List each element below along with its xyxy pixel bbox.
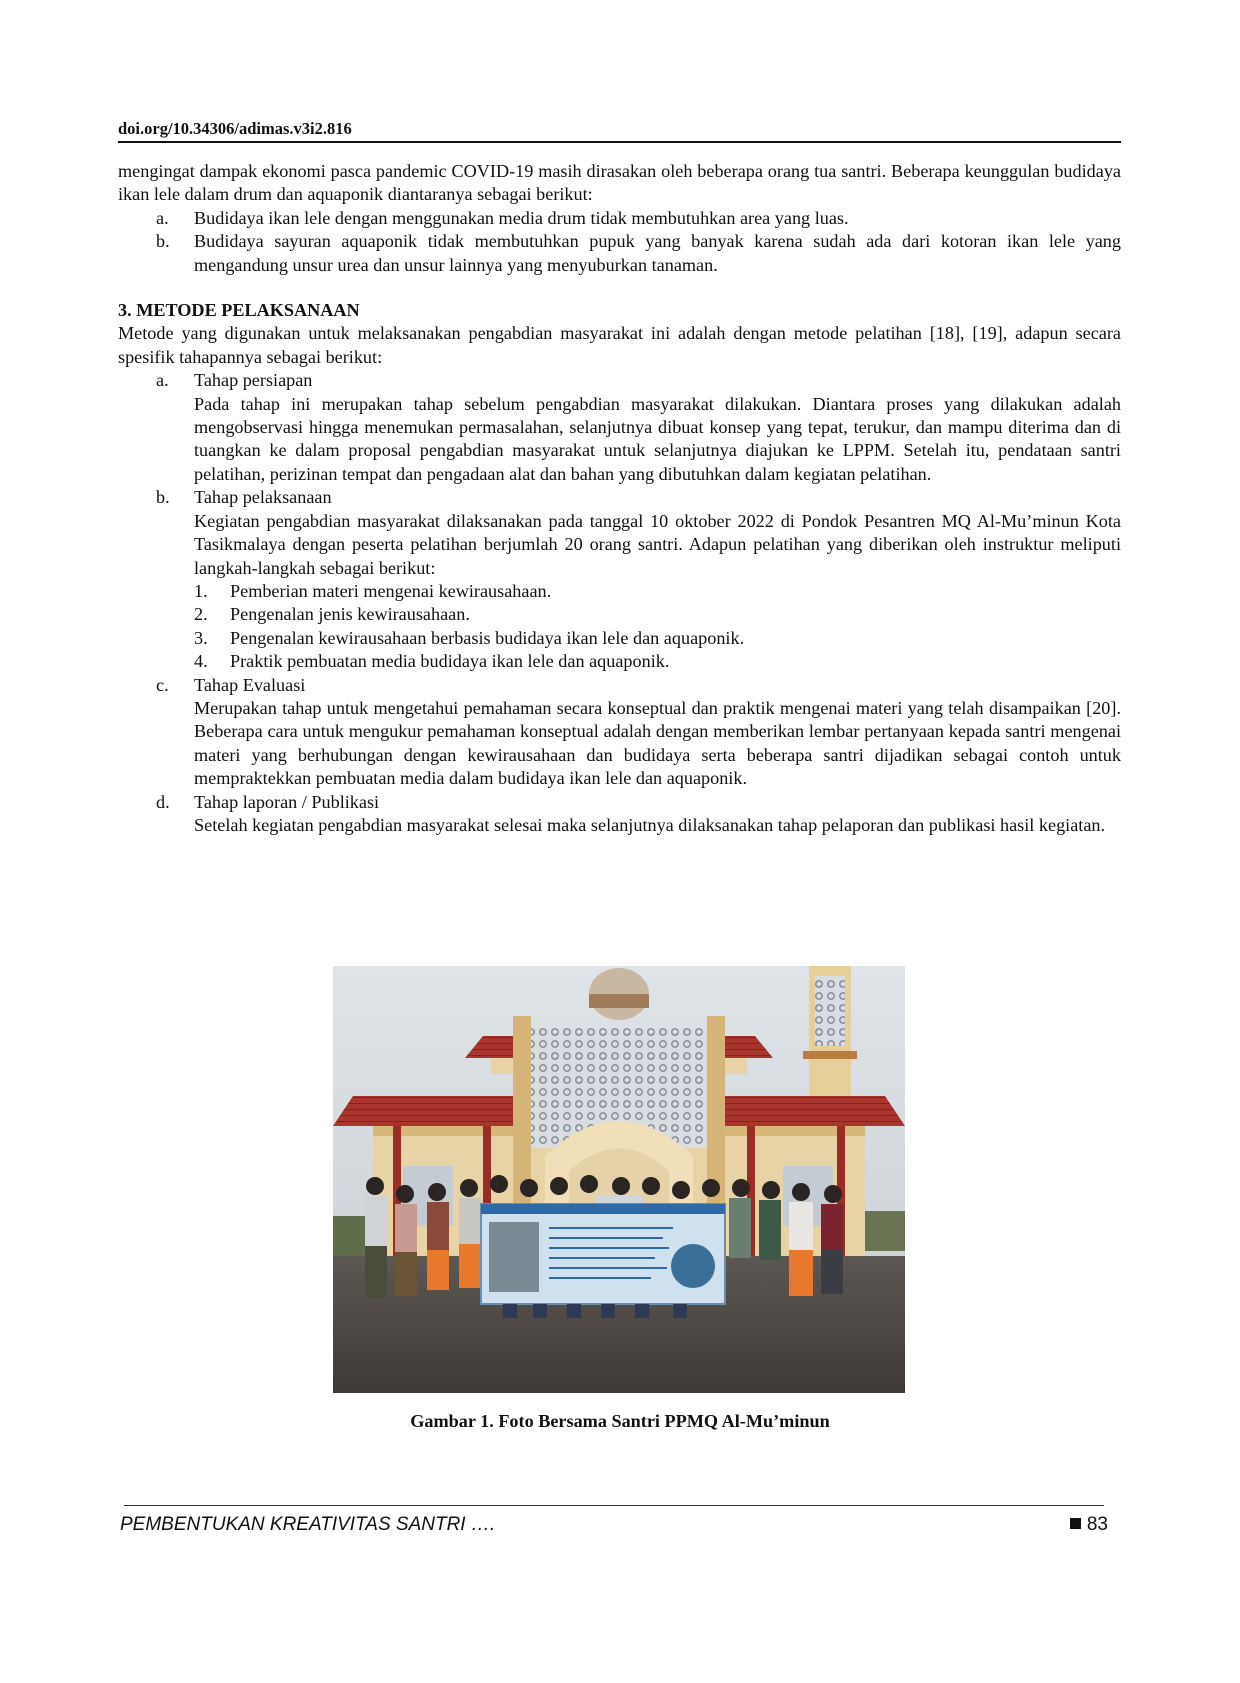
group-photo — [333, 966, 905, 1393]
figure-caption: Gambar 1. Foto Bersama Santri PPMQ Al-Mu’minun — [410, 1411, 830, 1431]
step-1 — [194, 580, 1121, 603]
square-bullet-icon — [1070, 1518, 1081, 1529]
stage-text: Merupakan tahap untuk mengetahui pemahaman secara konseptual dan praktik mengenai materi yang telah disampaikan [20]. Beberapa cara untuk mengukur pemahaman konseptual adalah dengan memberikan lembar pertanyaan kepada santri mengenai materi yang berhubungan dengan kewirausahaan dan budidaya serta beberapa santri dijadikan sebagai contoh untuk mempraktekkan pembuatan media dalam budidaya ikan lele dan aquaponik. — [194, 697, 1121, 789]
stage-title: Tahap pelaksanaan — [194, 487, 332, 508]
intro-item-a — [118, 207, 1121, 230]
stage-a — [118, 369, 1121, 486]
step-marker: 3. — [194, 627, 208, 648]
section-paragraph: Metode yang digunakan untuk melaksanakan pengabdian masyarakat ini adalah dengan metode pelatihan [18], [19], adapun secara spesifik tahapannya sebagai berikut: — [118, 323, 1121, 367]
stage-text: Kegiatan pengabdian masyarakat dilaksanakan pada tanggal 10 oktober 2022 di Pondok Pesantren MQ Al-Mu’minun Kota Tasikmalaya dengan peserta pelatihan berjumlah 20 orang santri. Adapun pelatihan yang diberikan oleh instruktur meliputi langkah-langkah sebagai berikut: — [194, 510, 1121, 578]
step-text: Pengenalan kewirausahaan berbasis budidaya ikan lele dan aquaponik. — [230, 627, 745, 648]
list-item-text: Budidaya ikan lele dengan menggunakan media drum tidak membutuhkan area yang luas. — [194, 207, 849, 228]
intro-paragraph: mengingat dampak ekonomi pasca pandemic COVID-19 masih dirasakan oleh beberapa orang tua santri. Beberapa keunggulan budidaya ikan lele dalam drum dan aquaponik diantaranya sebagai berikut: — [118, 161, 1121, 205]
list-marker: b. — [156, 231, 170, 252]
list-marker: b. — [156, 487, 170, 508]
list-marker: d. — [156, 791, 170, 812]
stage-c — [118, 674, 1121, 791]
footer-rule — [124, 1505, 1104, 1506]
stage-text: Setelah kegiatan pengabdian masyarakat selesai maka selanjutnya dilaksanakan tahap pelaporan dan publikasi hasil kegiatan. — [194, 814, 1106, 835]
step-marker: 2. — [194, 604, 208, 625]
page-number — [1070, 1514, 1108, 1536]
list-marker: a. — [156, 207, 169, 228]
body-text — [118, 160, 1121, 837]
step-text: Pemberian materi mengenai kewirausahaan. — [230, 580, 552, 601]
list-item-text: Budidaya sayuran aquaponik tidak membutuhkan pupuk yang banyak karena sudah ada dari kotoran ikan lele yang mengandung unsur urea dan unsur lainnya yang menyuburkan tanaman. — [194, 231, 1121, 275]
stage-title: Tahap persiapan — [194, 370, 313, 391]
running-title: PEMBENTUKAN KREATIVITAS SANTRI …. — [120, 1514, 496, 1535]
event-banner — [481, 1204, 725, 1304]
doi-header[interactable]: doi.org/10.34306/adimas.v3i2.816 — [118, 119, 352, 138]
page-number-value: 83 — [1086, 1514, 1108, 1535]
stage-b — [118, 486, 1121, 673]
step-2 — [194, 603, 1121, 626]
group-photo-illustration — [333, 966, 905, 1393]
intro-item-b — [118, 230, 1121, 277]
stage-d — [118, 791, 1121, 838]
step-3 — [194, 627, 1121, 650]
section-heading: 3. METODE PELAKSANAAN — [118, 300, 360, 321]
step-4 — [194, 650, 1121, 673]
step-marker: 4. — [194, 651, 208, 672]
step-text: Pengenalan jenis kewirausahaan. — [230, 604, 470, 625]
header-rule — [118, 141, 1121, 143]
step-text: Praktik pembuatan media budidaya ikan lele dan aquaponik. — [230, 651, 670, 672]
stage-title: Tahap laporan / Publikasi — [194, 791, 380, 812]
stage-text: Pada tahap ini merupakan tahap sebelum pengabdian masyarakat dilakukan. Diantara proses yang dilakukan adalah mengobservasi hingga menemukan permasalahan, selanjutnya dibuat konsep yang tepat, terukur, dan mampu diterima dan di tuangkan ke dalam proposal pengabdian masyarakat untuk selanjutnya diajukan ke LPPM. Setelah itu, pendataan santri pelatihan, perizinan tempat dan pengadaan alat dan bahan yang dibutuhkan dalam kegiatan pelatihan. — [194, 393, 1121, 484]
list-marker: c. — [156, 674, 169, 695]
stage-title: Tahap Evaluasi — [194, 674, 306, 695]
step-marker: 1. — [194, 580, 208, 601]
list-marker: a. — [156, 370, 169, 391]
